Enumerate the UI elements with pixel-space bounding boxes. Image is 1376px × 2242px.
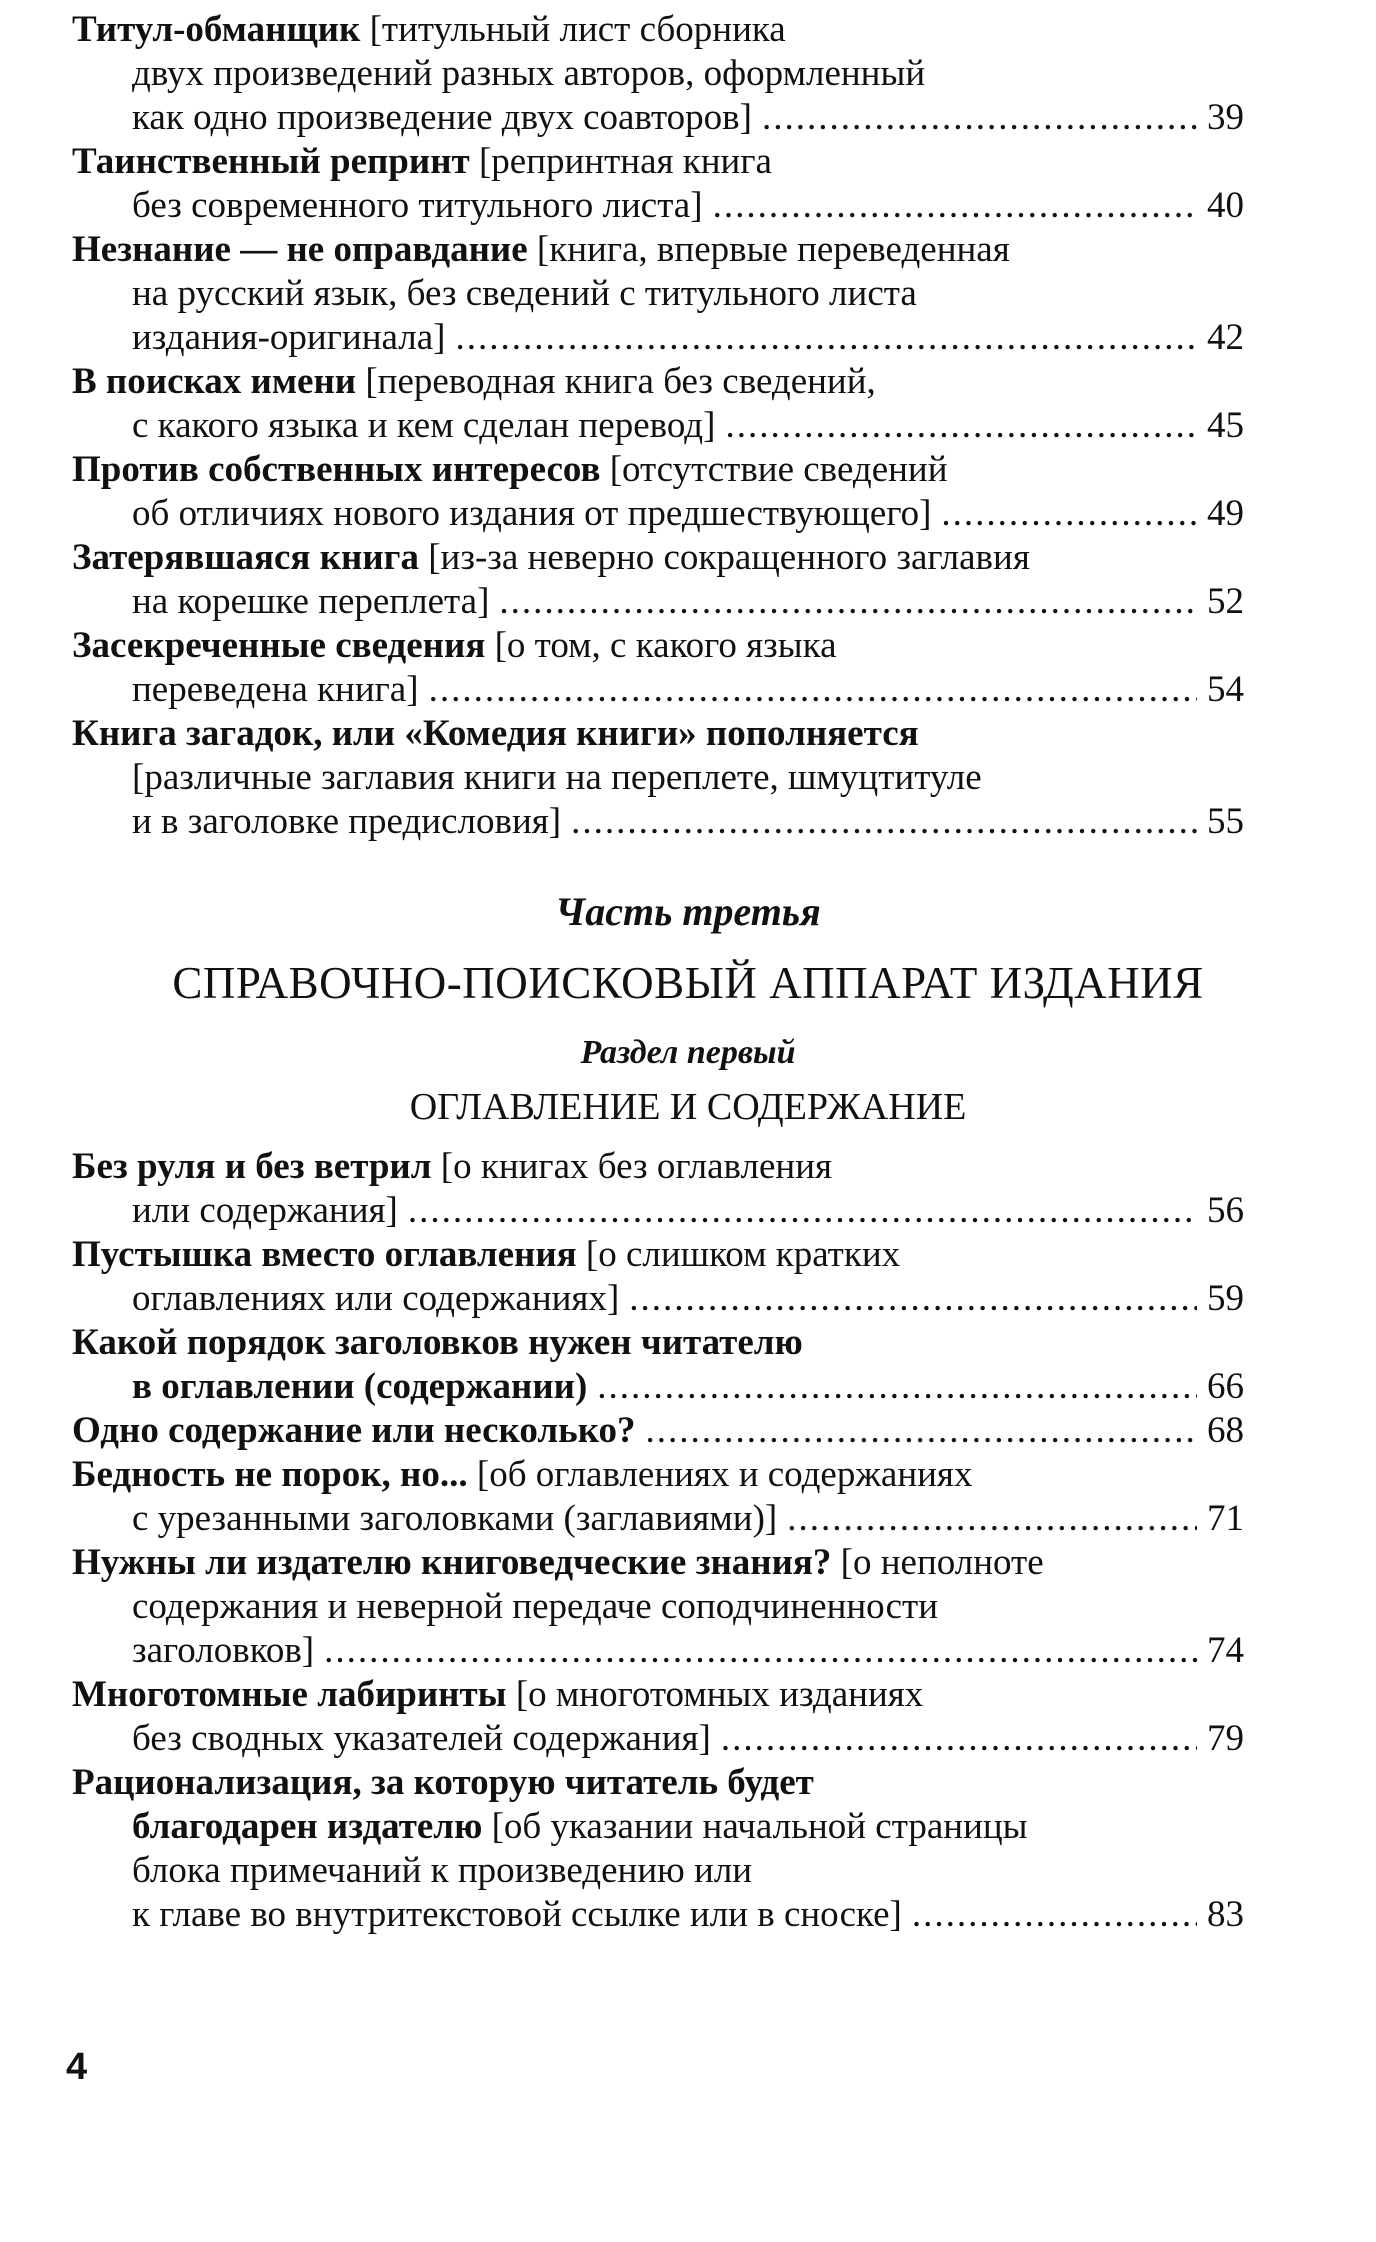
- entry-page-number: 56: [1207, 1190, 1244, 1231]
- entry-page-number: 54: [1207, 669, 1244, 710]
- entry-description: содержания и неверной передаче соподчиненности: [132, 1586, 938, 1627]
- entry-title: Пустышка вместо оглавления: [72, 1234, 577, 1275]
- dot-leader: [713, 184, 1197, 228]
- entry-title: Бедность не порок, но...: [72, 1454, 468, 1495]
- entry-title-continued: благодарен издателю: [132, 1806, 483, 1847]
- entry-page-number: 55: [1207, 801, 1244, 842]
- entry-title: Против собственных интересов: [72, 449, 601, 490]
- entry-title: Многотомные лабиринты: [72, 1674, 507, 1715]
- entry-description: [о том, с какого языка: [494, 625, 837, 666]
- entry-page-number: 66: [1207, 1366, 1244, 1407]
- entry-title: Таинственный репринт: [72, 141, 470, 182]
- dot-leader: [597, 1365, 1197, 1409]
- entry-description: блока примечаний к произведению или: [132, 1850, 753, 1891]
- dot-leader: [725, 404, 1197, 448]
- entry-description: [переводная книга без сведений,: [365, 361, 876, 402]
- entry-title: Титул-обманщик: [72, 9, 361, 50]
- dot-leader: [787, 1497, 1197, 1541]
- entry-title: Затерявшаяся книга: [72, 537, 419, 578]
- entry-description: без современного титульного листа]: [132, 185, 703, 226]
- entry-description: с урезанными заголовками (заглавиями)]: [132, 1498, 778, 1539]
- entry-title: Незнание — не оправдание: [72, 229, 528, 270]
- entry-title: Засекреченные сведения: [72, 625, 486, 666]
- entry-page-number: 68: [1207, 1410, 1244, 1451]
- part-title: СПРАВОЧНО-ПОИСКОВЫЙ АППАРАТ ИЗДАНИЯ: [172, 958, 1204, 1008]
- entry-title: Нужны ли издателю книговедческие знания?: [72, 1542, 832, 1583]
- page-number: 4: [66, 2046, 88, 2088]
- entry-description: [книга, впервые переведенная: [536, 229, 1010, 270]
- entry-page-number: 39: [1207, 97, 1244, 138]
- toc-entry: [72, 1145, 1244, 1233]
- toc-entry: [72, 1761, 1244, 1937]
- entry-page-number: 49: [1207, 493, 1244, 534]
- toc-entry: [72, 1453, 1244, 1541]
- toc-entry: [72, 140, 1244, 228]
- entry-description: двух произведений разных авторов, оформленный: [132, 53, 926, 94]
- entry-description: [различные заглавия книги на переплете, шмуцтитуле: [132, 757, 982, 798]
- entry-description: [из-за неверно сокращенного заглавия: [428, 537, 1030, 578]
- entry-description: без сводных указателей содержания]: [132, 1718, 711, 1759]
- entry-page-number: 79: [1207, 1718, 1244, 1759]
- entry-description: [репринтная книга: [478, 141, 772, 182]
- entry-description: [о слишком кратких: [585, 1234, 901, 1275]
- dot-leader: [408, 1189, 1197, 1233]
- toc-entry: [72, 1409, 1244, 1453]
- section-label: Раздел первый: [580, 1034, 796, 1071]
- dot-leader: [629, 1277, 1197, 1321]
- dot-leader: [455, 316, 1197, 360]
- toc-list-top: [72, 8, 1244, 844]
- toc-entry: [72, 1321, 1244, 1409]
- toc-list-bottom: [72, 1145, 1244, 1937]
- toc-entry: [72, 448, 1244, 536]
- entry-description: на корешке переплета]: [132, 581, 490, 622]
- entry-title: В поисках имени: [72, 361, 357, 402]
- entry-description: переведена книга]: [132, 669, 419, 710]
- entry-description: [титульный лист сборника: [369, 9, 786, 50]
- entry-description: на русский язык, без сведений с титульного листа: [132, 273, 917, 314]
- entry-page-number: 83: [1207, 1894, 1244, 1935]
- entry-page-number: 52: [1207, 581, 1244, 622]
- part-label: Часть третья: [555, 889, 821, 934]
- entry-description: [об оглавлениях и содержаниях: [476, 1454, 973, 1495]
- dot-leader: [571, 800, 1197, 844]
- entry-description: к главе во внутритекстовой ссылке или в сноске]: [132, 1894, 902, 1935]
- toc-entry: [72, 624, 1244, 712]
- entry-description: или содержания]: [132, 1190, 398, 1231]
- entry-description: и в заголовке предисловия]: [132, 801, 562, 842]
- entry-description: об отличиях нового издания от предшествующего]: [132, 493, 932, 534]
- toc-entry: [72, 8, 1244, 140]
- entry-page-number: 71: [1207, 1498, 1244, 1539]
- toc-entry: [72, 1673, 1244, 1761]
- entry-title: Одно содержание или несколько?: [72, 1410, 636, 1451]
- entry-description: оглавлениях или содержаниях]: [132, 1278, 620, 1319]
- entry-title: Без руля и без ветрил: [72, 1146, 432, 1187]
- dot-leader: [941, 492, 1197, 536]
- entry-description: [об указании начальной страницы: [491, 1806, 1028, 1847]
- dot-leader: [324, 1629, 1197, 1673]
- entry-description: издания-оригинала]: [132, 317, 446, 358]
- entry-description: [о многотомных изданиях: [515, 1674, 924, 1715]
- entry-description: заголовков]: [132, 1630, 315, 1671]
- entry-title-continued: в оглавлении (содержании): [132, 1366, 588, 1407]
- entry-page-number: 40: [1207, 185, 1244, 226]
- entry-page-number: 45: [1207, 405, 1244, 446]
- entry-description: [отсутствие сведений: [609, 449, 948, 490]
- toc-entry: [72, 712, 1244, 844]
- dot-leader: [912, 1893, 1197, 1937]
- dot-leader: [429, 668, 1197, 712]
- dot-leader: [646, 1409, 1197, 1453]
- toc-entry: [72, 1233, 1244, 1321]
- entry-description: как одно произведение двух соавторов]: [132, 97, 752, 138]
- section-title: ОГЛАВЛЕНИЕ И СОДЕРЖАНИЕ: [409, 1086, 967, 1128]
- entry-description: с какого языка и кем сделан перевод]: [132, 405, 716, 446]
- entry-title: Книга загадок, или «Комедия книги» пополняется: [72, 713, 919, 754]
- entry-page-number: 59: [1207, 1278, 1244, 1319]
- entry-page-number: 74: [1207, 1630, 1244, 1671]
- entry-description: [о книгах без оглавления: [440, 1146, 833, 1187]
- entry-title: Какой порядок заголовков нужен читателю: [72, 1322, 803, 1363]
- toc-entry: [72, 536, 1244, 624]
- dot-leader: [762, 96, 1197, 140]
- dot-leader: [721, 1717, 1197, 1761]
- entry-page-number: 42: [1207, 317, 1244, 358]
- toc-entry: [72, 360, 1244, 448]
- toc-entry: [72, 1541, 1244, 1673]
- toc-entry: [72, 228, 1244, 360]
- dot-leader: [499, 580, 1197, 624]
- entry-title: Рационализация, за которую читатель будет: [72, 1762, 814, 1803]
- entry-description: [о неполноте: [840, 1542, 1044, 1583]
